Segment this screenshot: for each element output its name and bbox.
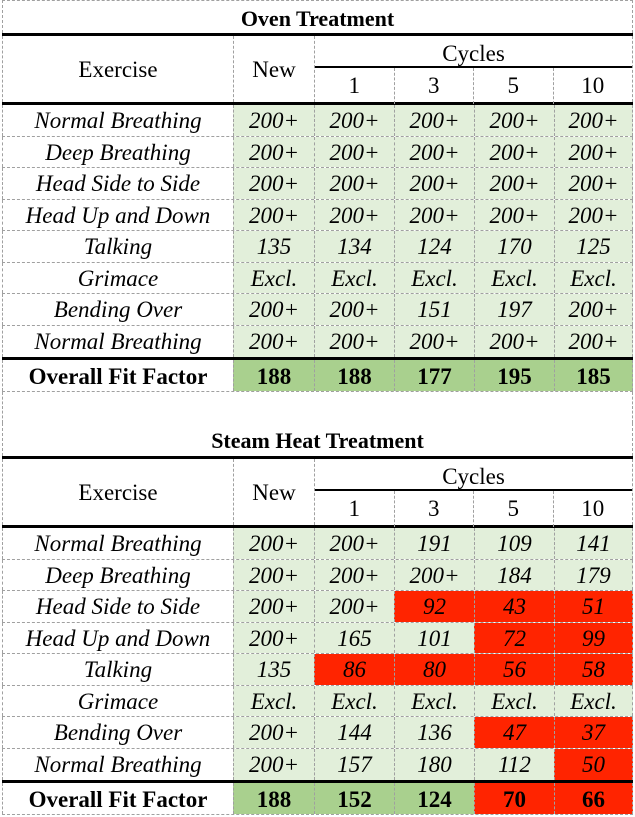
overall-fit-factor-label: Overall Fit Factor <box>2 783 233 814</box>
value-cycle: 200+ <box>554 105 633 136</box>
value-cycle: 136 <box>394 717 474 748</box>
table-row <box>2 528 633 560</box>
value-new: 200+ <box>233 200 314 231</box>
table-row <box>2 654 633 686</box>
fit-factor-value: 188 <box>314 360 394 391</box>
exercise-label: Bending Over <box>2 294 233 325</box>
value-cycle: 72 <box>474 623 554 654</box>
value-cycle: 92 <box>394 591 474 622</box>
fit-factor-value: 70 <box>474 783 554 814</box>
value-cycle: 125 <box>554 231 633 262</box>
exercise-label: Head Side to Side <box>2 168 233 199</box>
value-cycle: 109 <box>474 528 554 559</box>
table-row <box>2 749 633 781</box>
header-cycle-5: 5 <box>473 68 553 104</box>
oven-treatment-table <box>2 0 633 392</box>
exercise-label: Bending Over <box>2 717 233 748</box>
exercise-label: Deep Breathing <box>2 137 233 168</box>
table-spacer <box>2 392 633 423</box>
value-cycle: 200+ <box>314 326 394 358</box>
table-row <box>2 231 633 263</box>
value-new: 200+ <box>233 560 314 591</box>
exercise-label: Normal Breathing <box>2 105 233 136</box>
header-cycle-3: 3 <box>394 68 474 104</box>
value-cycle: 197 <box>474 294 554 325</box>
fit-factor-value: 195 <box>474 360 554 391</box>
header-cycle-5: 5 <box>473 491 553 527</box>
value-cycle: 47 <box>474 717 554 748</box>
value-new: 200+ <box>233 168 314 199</box>
value-cycle: 170 <box>474 231 554 262</box>
overall-fit-factor-row <box>2 360 633 392</box>
fit-factor-value: 185 <box>554 360 633 391</box>
value-cycle: 101 <box>394 623 474 654</box>
table-row <box>2 137 633 169</box>
value-cycle: 200+ <box>394 200 474 231</box>
exercise-label: Deep Breathing <box>2 560 233 591</box>
table-body <box>2 105 633 357</box>
overall-fit-factor-row <box>2 783 633 815</box>
value-cycle: Excl. <box>474 263 554 294</box>
value-cycle: 200+ <box>314 168 394 199</box>
value-cycle: 200+ <box>394 137 474 168</box>
value-new: 135 <box>233 231 314 262</box>
value-cycle: 157 <box>314 749 394 781</box>
value-cycle: 179 <box>554 560 633 591</box>
value-cycle: 200+ <box>314 137 394 168</box>
header-cycle-1: 1 <box>348 73 360 98</box>
value-cycle: 80 <box>394 654 474 685</box>
value-cycle: 144 <box>314 717 394 748</box>
value-cycle: 200+ <box>474 105 554 136</box>
header-exercise: Exercise <box>2 459 233 525</box>
header-cycle-3: 3 <box>394 491 474 527</box>
fit-factor-value: 177 <box>394 360 474 391</box>
fit-factor-sheet <box>2 0 633 815</box>
fit-factor-value: 188 <box>233 783 314 814</box>
exercise-label: Head Up and Down <box>2 200 233 231</box>
table-body <box>2 528 633 780</box>
table-header <box>2 36 633 102</box>
value-new: 200+ <box>233 528 314 559</box>
value-cycle: 200+ <box>314 591 394 622</box>
header-cycles: Cycles <box>315 36 632 68</box>
value-new: 200+ <box>233 105 314 136</box>
value-new: 200+ <box>233 137 314 168</box>
value-cycle: 200+ <box>474 326 554 358</box>
steam-heat-treatment-table <box>2 423 633 815</box>
value-new: 200+ <box>233 591 314 622</box>
table-title: Steam Heat Treatment <box>2 423 633 456</box>
value-cycle: 200+ <box>474 200 554 231</box>
table-row <box>2 623 633 655</box>
value-new: 200+ <box>233 717 314 748</box>
fit-factor-value: 124 <box>394 783 474 814</box>
value-new: 200+ <box>233 749 314 781</box>
value-cycle: Excl. <box>394 686 474 717</box>
header-cycle-1: 1 <box>348 496 360 521</box>
value-cycle: 200+ <box>474 137 554 168</box>
exercise-label: Grimace <box>2 686 233 717</box>
value-cycle: 86 <box>314 654 394 685</box>
exercise-label: Normal Breathing <box>2 326 233 358</box>
value-cycle: 112 <box>474 749 554 781</box>
value-new: 200+ <box>233 294 314 325</box>
fit-factor-value: 188 <box>233 360 314 391</box>
value-cycle: Excl. <box>394 263 474 294</box>
value-new: 135 <box>233 654 314 685</box>
value-cycle: 200+ <box>394 168 474 199</box>
value-cycle: 200+ <box>394 560 474 591</box>
exercise-label: Head Up and Down <box>2 623 233 654</box>
table-row <box>2 591 633 623</box>
table-header <box>2 459 633 525</box>
table-row <box>2 294 633 326</box>
table-row <box>2 326 633 358</box>
value-cycle: 50 <box>554 749 633 781</box>
value-cycle: 200+ <box>314 294 394 325</box>
overall-fit-factor-label: Overall Fit Factor <box>2 360 233 391</box>
value-cycle: Excl. <box>474 686 554 717</box>
value-cycle: Excl. <box>314 263 394 294</box>
value-cycle: 200+ <box>554 137 633 168</box>
value-cycle: 165 <box>314 623 394 654</box>
value-cycle: 200+ <box>314 560 394 591</box>
value-cycle: 58 <box>554 654 633 685</box>
value-cycle: Excl. <box>314 686 394 717</box>
value-cycle: 200+ <box>394 105 474 136</box>
table-row <box>2 717 633 749</box>
exercise-label: Normal Breathing <box>2 528 233 559</box>
exercise-label: Grimace <box>2 263 233 294</box>
value-cycle: 200+ <box>474 168 554 199</box>
value-cycle: 134 <box>314 231 394 262</box>
value-cycle: 184 <box>474 560 554 591</box>
table-row <box>2 105 633 137</box>
value-cycle: Excl. <box>554 686 633 717</box>
value-cycle: 200+ <box>394 326 474 358</box>
value-cycle: 200+ <box>314 528 394 559</box>
exercise-label: Normal Breathing <box>2 749 233 781</box>
value-cycle: 43 <box>474 591 554 622</box>
value-cycle: 200+ <box>554 200 633 231</box>
value-cycle: 200+ <box>554 294 633 325</box>
table-title: Oven Treatment <box>2 0 633 33</box>
header-cycles-group <box>314 36 633 102</box>
value-cycle: 51 <box>554 591 633 622</box>
header-cycle-10: 10 <box>553 491 633 527</box>
exercise-label: Talking <box>2 654 233 685</box>
value-cycle: 180 <box>394 749 474 781</box>
fit-factor-value: 66 <box>554 783 633 814</box>
exercise-label: Head Side to Side <box>2 591 233 622</box>
value-cycle: 200+ <box>314 200 394 231</box>
value-new: 200+ <box>233 326 314 358</box>
header-cycles-group <box>314 459 633 525</box>
header-cycles: Cycles <box>315 459 632 491</box>
value-cycle: 124 <box>394 231 474 262</box>
exercise-label: Talking <box>2 231 233 262</box>
header-new: New <box>233 459 314 525</box>
table-row <box>2 686 633 718</box>
table-row <box>2 560 633 592</box>
value-cycle: 200+ <box>554 168 633 199</box>
value-cycle: 141 <box>554 528 633 559</box>
value-new: 200+ <box>233 623 314 654</box>
header-cycle-10: 10 <box>553 68 633 104</box>
value-new: Excl. <box>233 263 314 294</box>
table-row <box>2 200 633 232</box>
value-cycle: 37 <box>554 717 633 748</box>
fit-factor-value: 152 <box>314 783 394 814</box>
value-cycle: 151 <box>394 294 474 325</box>
value-cycle: 191 <box>394 528 474 559</box>
value-cycle: Excl. <box>554 263 633 294</box>
header-exercise: Exercise <box>2 36 233 102</box>
table-row <box>2 263 633 295</box>
value-new: Excl. <box>233 686 314 717</box>
value-cycle: 200+ <box>554 326 633 358</box>
value-cycle: 56 <box>474 654 554 685</box>
table-row <box>2 168 633 200</box>
header-new: New <box>233 36 314 102</box>
value-cycle: 200+ <box>314 105 394 136</box>
value-cycle: 99 <box>554 623 633 654</box>
